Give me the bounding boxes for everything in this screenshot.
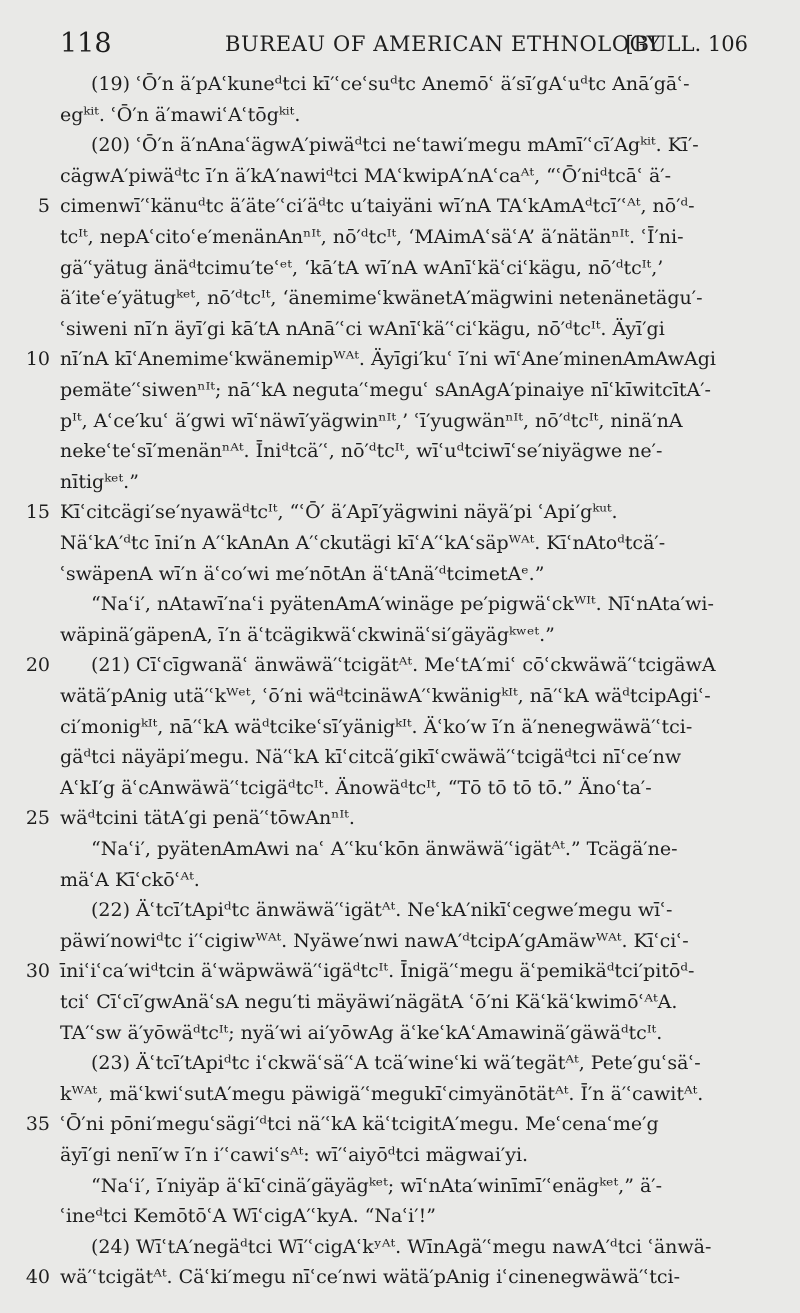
- text-line: [37, 194, 740, 218]
- line-text: ʿineᵈtci KemōtōʿA WīʿcigA′ʿkyA. “Naʿi′!”: [60, 1205, 436, 1228]
- text-line: [60, 715, 740, 739]
- text-line: [60, 1204, 740, 1228]
- line-text: Kīʿcitcägi′se′nyawäᵈtcᴵᵗ, “ʿŌ′ ä′Apī′yägwini näyä′pi ʿApi′gᵏᵘᵗ.: [60, 501, 618, 524]
- text-line: [91, 1174, 740, 1198]
- text-line: [25, 500, 740, 524]
- text-line: [91, 592, 740, 616]
- line-text: “Naʿi′, ī′niyäp äʿkīʿcinä′gäyägᵏᵉᵗ; wīʿnAta′winīmī′ʿenägᵏᵉᵗ,” ä′-: [91, 1174, 663, 1197]
- line-text: kᵂᴬᵗ, mäʿkwiʿsutA′megu päwigä′ʿmegukīʿcimyänōtätᴬᵗ. Ī′n ä′ʿcawitᴬᵗ.: [60, 1082, 704, 1105]
- line-text: äyī′gi nenī′w ī′n i′ʿcawiʿsᴬᵗ: wī′ʿaiyōᵈtci mägwai′yi.: [60, 1144, 529, 1166]
- line-text: wä′ʿtcigätᴬᵗ. Cäʿki′megu nīʿce′nwi wätä′pAnig iʿcinenegwäwä′ʿtci-: [60, 1266, 681, 1289]
- text-line: [60, 562, 740, 586]
- line-text: (21) Cīʿcīgwanäʿ änwäwä′ʿtcigätᴬᵗ. MeʿtA′miʿ cōʿckwäwä′ʿtcigäwA: [91, 654, 716, 677]
- text-line: [25, 1112, 740, 1136]
- bulletin-number: [BULL. 106: [625, 32, 748, 56]
- text-line: [60, 745, 740, 769]
- line-text: nekeʿteʿsī′menänⁿᴬᵗ. Īniᵈtcä′ʿ, nō′ᵈtcᴵᵗ, wīʿuᵈtciwīʿse′niyägwe ne′-: [60, 440, 663, 463]
- line-text: cimenwī′ʿkänuᵈtc ä′äte′ʿci′äᵈtc u′taiyäni wī′nA TAʿkAmAᵈtcī′ʿᴬᵗ, nō′ᵈ-: [60, 195, 695, 218]
- line-text: ʿŌ′ni pōni′meguʿsägi′ᵈtci nä′ʿkA käʿtcigitA′megu. Meʿcenaʿme′g: [60, 1113, 659, 1136]
- line-text: AʿkI′g äʿcAnwäwä′ʿtcigäᵈtcᴵᵗ. Änowäᵈtcᴵᵗ, “Tō tō tō tō.” Änoʿta′-: [60, 776, 652, 799]
- line-text: (19) ʿŌ′n ä′pAʿkuneᵈtci kī′ʿceʿsuᵈtc Anemōʿ ä′sī′gAʿuᵈtc Anā′gāʿ-: [91, 73, 690, 95]
- line-text: pᴵᵗ, Aʿce′kuʿ ä′gwi wīʿnäwī′yägwinⁿᴵᵗ,’ ʿī′yugwänⁿᴵᵗ, nō′ᵈtcᴵᵗ, ninä′nA: [60, 409, 683, 432]
- line-number: 40: [25, 1266, 50, 1289]
- running-title: BUREAU OF AMERICAN ETHNOLOGY: [225, 32, 662, 56]
- line-text: wäᵈtcini tätA′gi penä′ʿtōwAnⁿᴵᵗ.: [60, 807, 355, 830]
- text-line: [25, 959, 740, 983]
- text-line: [60, 225, 740, 249]
- line-text: wäpinä′gäpenA, ī′n äʿtcägikwäʿckwinäʿsi′gäyägᵏʷᵉᵗ.”: [60, 623, 555, 646]
- line-text: nī′nA kīʿAnemimeʿkwänemipᵂᴬᵗ. Äyīgi′kuʿ ī′ni wīʿAne′minenAmAwAgi: [60, 348, 717, 371]
- line-text: wätä′pAnig utä′ʿkᵂᵉᵗ, ʿō′ni wäᵈtcinäwA′ʿkwänigᵏᴵᵗ, nā′ʿkA wäᵈtcipAgiʿ-: [60, 685, 711, 707]
- text-line: [60, 256, 740, 280]
- line-number: 35: [25, 1113, 50, 1136]
- text-line: [60, 1082, 740, 1106]
- line-text: mäʿA Kīʿckōʿᴬᵗ.: [60, 868, 200, 891]
- line-number: 25: [25, 807, 50, 830]
- text-line: [25, 653, 740, 677]
- line-text: īniʿiʿca′wiᵈtcin äʿwäpwäwä′ʿigäᵈtcᴵᵗ. Īnigä′ʿmegu äʿpemikäᵈtci′pitōᵈ-: [60, 960, 695, 983]
- text-line: [60, 684, 740, 708]
- line-text: gä′ʿyätug änäᵈtcimu′teʿᵉᵗ, ‘kā′tA wī′nA wAnīʿkäʿciʿkägu, nō′ᵈtcᴵᵗ,’: [60, 256, 664, 279]
- text-line: [60, 409, 740, 433]
- line-number: 15: [25, 501, 50, 524]
- line-number: 5: [37, 195, 50, 218]
- line-text: (24) WīʿtA′negäᵈtci Wī′ʿcigAʿkʸᴬᵗ. WīnAgä′ʿmegu nawA′ᵈtci ʿänwä-: [91, 1235, 712, 1258]
- text-line: [60, 470, 740, 494]
- line-text: ʿswäpenA wī′n äʿco′wi me′nōtAn äʿtAnä′ᵈtcimetAᵉ.”: [60, 562, 545, 585]
- line-text: TA′ʿsw ä′yōwäᵈtcᴵᵗ; nyä′wi ai′yōwAg äʿkeʿkAʿAmawinä′gäwäᵈtcᴵᵗ.: [60, 1021, 663, 1044]
- text-line: [60, 929, 740, 953]
- running-header: [60, 28, 748, 64]
- text-line: [60, 286, 740, 310]
- line-text: päwi′nowiᵈtc i′ʿcigiwᵂᴬᵗ. Nyäwe′nwi nawA′ᵈtcipA′gAmäwᵂᴬᵗ. Kīʿciʿ-: [60, 929, 689, 952]
- line-text: (23) Äʿtcī′tApiᵈtc iʿckwäʿsä′ʿA tcä′wineʿki wä′tegätᴬᵗ, Pete′guʿsäʿ-: [91, 1052, 701, 1075]
- line-text: gäᵈtci näyäpi′megu. Nä′ʿkA kīʿcitcä′gikīʿcwäwä′ʿtcigäᵈtci nīʿce′nw: [60, 746, 682, 769]
- line-text: tcᴵᵗ, nepAʿcitoʿe′menänAnⁿᴵᵗ, nō′ᵈtcᴵᵗ, ‘MAimAʿsäʿA’ ä′nätänⁿᴵᵗ. ʿĪ′ni-: [60, 226, 684, 248]
- text-line: [60, 776, 740, 800]
- line-text: ä′iteʿe′yätugᵏᵉᵗ, nō′ᵈtcᴵᵗ, ‘änemimeʿkwänetA′mägwini netenänetägu′-: [60, 287, 703, 310]
- text-line: [25, 1265, 740, 1289]
- line-text: egᵏⁱᵗ. ʿŌ′n ä′mawiʿAʿtōgᵏⁱᵗ.: [60, 103, 301, 126]
- text-line: [25, 347, 740, 371]
- line-text: “Naʿi′, nAtawī′naʿi pyätenAmA′winäge pe′pigwäʿckᵂᴵᵗ. NīʿnAta′wi-: [91, 593, 714, 616]
- page-number: 118: [60, 28, 112, 59]
- line-text: ʿsiweni nī′n äyī′gi kā′tA nAnā′ʿci wAnīʿkä′ʿciʿkägu, nō′ᵈtcᴵᵗ. Äyī′gi: [60, 317, 665, 340]
- text-line: [60, 623, 740, 647]
- line-number: 10: [25, 348, 50, 371]
- text-line: [60, 317, 740, 341]
- line-text: ci′monigᵏᴵᵗ, nā′ʿkA wäᵈtcikeʿsī′yänigᵏᴵᵗ. Äʿko′w ī′n ä′nenegwäwä′ʿtci-: [60, 715, 693, 738]
- text-line: [60, 378, 740, 402]
- line-text: “Naʿi′, pyätenAmAwi naʿ A′ʿkuʿkōn änwäwä′ʿigätᴬᵗ.” Tcägä′ne-: [91, 838, 678, 860]
- line-text: pemäte′ʿsiwenⁿᴵᵗ; nā′ʿkA neguta′ʿmeguʿ sAnAgA′pinaiye nīʿkīwitcītA′-: [60, 379, 711, 401]
- line-text: nītigᵏᵉᵗ.”: [60, 470, 139, 493]
- text-line: [25, 806, 740, 830]
- line-text: (20) ʿŌ′n ä′nAnaʿägwA′piwäᵈtci neʿtawi′megu mAmī′ʿcī′Agᵏⁱᵗ. Kī′-: [91, 134, 699, 157]
- line-text: tciʿ Cīʿcī′gwAnäʿsA negu′ti mäyäwi′nägätA ʿō′ni KäʿkäʿkwimōʿᴬᵗA.: [60, 991, 678, 1013]
- text-line: [60, 990, 740, 1014]
- line-text: cägwA′piwäᵈtc ī′n ä′kA′nawiᵈtci MAʿkwipA′nAʿcaᴬᵗ, “ʿŌ′niᵈtcāʿ ä′-: [60, 164, 672, 187]
- line-number: 30: [25, 960, 50, 983]
- text-line: [60, 103, 740, 127]
- text-line: [60, 531, 740, 555]
- text-line: [60, 1021, 740, 1045]
- text-line: [60, 439, 740, 463]
- text-line: [91, 1235, 740, 1259]
- text-line: [91, 133, 740, 157]
- text-line: [91, 1051, 740, 1075]
- line-text: NäʿkA′ᵈtc īni′n A′ʿkAnAn A′ʿckutägi kīʿA′ʿkAʿsäpᵂᴬᵗ. KīʿnAtoᵈtcä′-: [60, 532, 666, 554]
- line-number: 20: [25, 654, 50, 677]
- text-line: [60, 164, 740, 188]
- text-line: [91, 898, 740, 922]
- text-line: [91, 72, 740, 96]
- line-text: (22) Äʿtcī′tApiᵈtc änwäwä′ʿigätᴬᵗ. NeʿkA′nikīʿcegwe′megu wīʿ-: [91, 899, 673, 922]
- text-line: [60, 1143, 740, 1167]
- text-line: [60, 868, 740, 892]
- text-line: [91, 837, 740, 861]
